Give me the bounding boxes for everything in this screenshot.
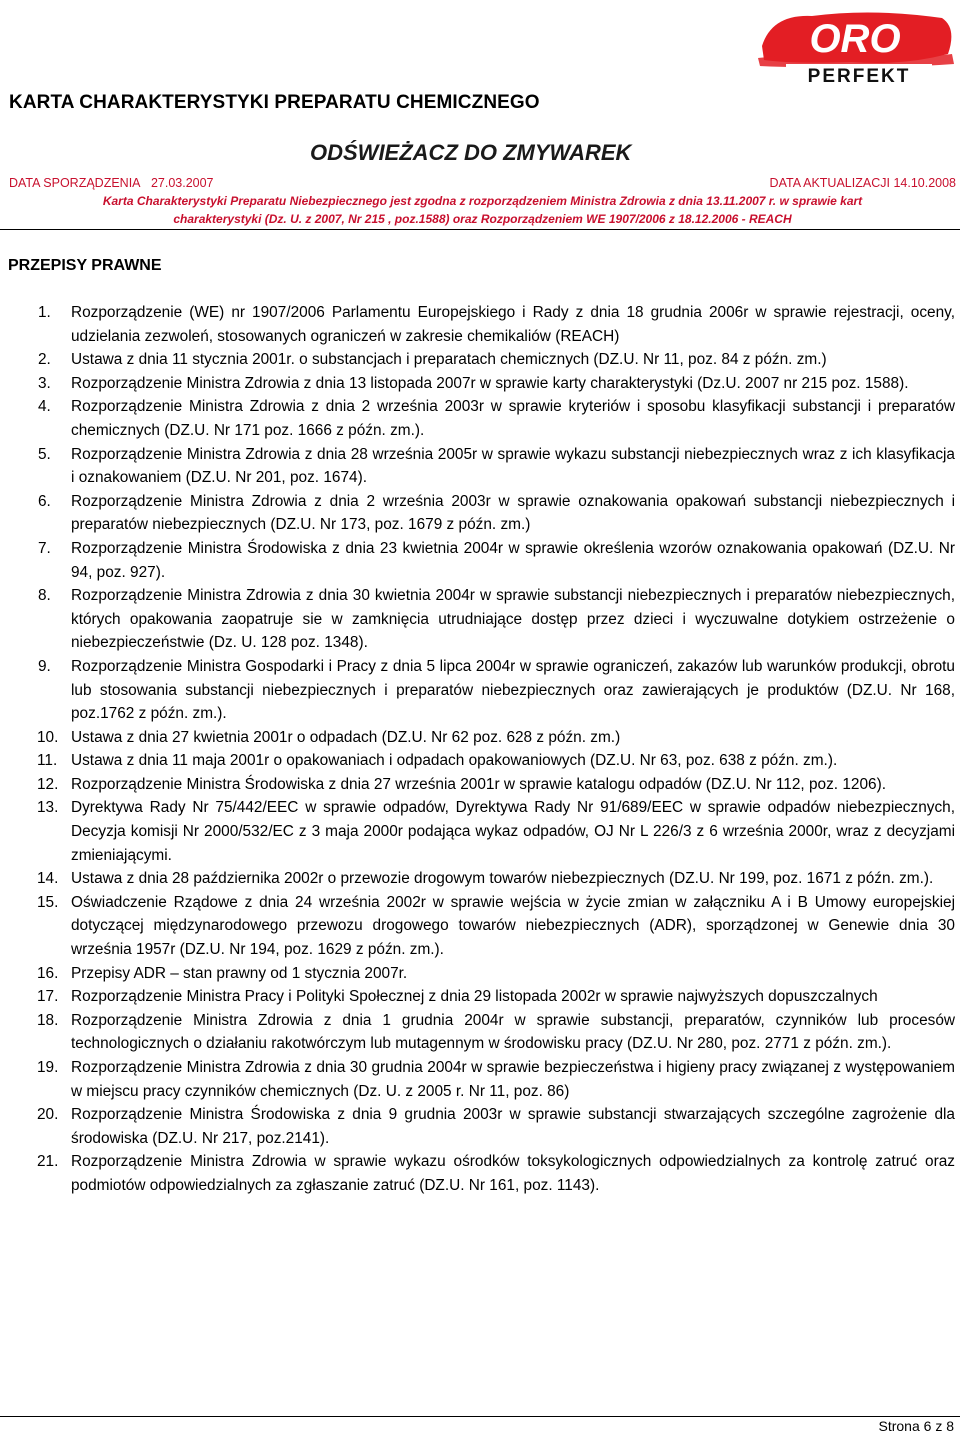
list-item: 18. Rozporządzenie Ministra Zdrowia z dnia 1 grudnia 2004r w sprawie substancji, preparatów, czynników lub procesów technologicznych o działaniu rakotwórczym lub mutagennym w środowisku pracy (DZ.U. Nr 280, poz. 2771 z późn. zm.). [37, 1011, 955, 1053]
list-item: 2. Ustawa z dnia 11 stycznia 2001r. o substancjach i preparatach chemicznych (DZ.U. Nr 11, poz. 84 z późn. zm.) [38, 351, 827, 369]
list-item: 8. Rozporządzenie Ministra Zdrowia z dnia 30 kwietnia 2004r w sprawie substancji niebezpiecznych i preparatów niebezpiecznych, których opakowania zaopatruje sie w zamknięcia utrudniające dostęp przez dzieci i wyczuwalne dotykiem ostrzeżenie o niebezpieczeństwie (Dz. U. 128 poz. 1348). [38, 587, 955, 652]
list-item: 19. Rozporządzenie Ministra Zdrowia z dnia 30 grudnia 2004r w sprawie bezpieczeństwa i higieny pracy związanej z występowaniem w miejscu pracy czynników chemicznych (Dz. U. z 2005 r. Nr 11, poz. 86) [37, 1059, 955, 1100]
regulations-list [0, 301, 955, 1198]
date-row [9, 176, 956, 190]
logo-text-perfekt: PERFEKT [807, 66, 911, 87]
list-item: 21. Rozporządzenie Ministra Zdrowia w sprawie wykazu ośrodków toksykologicznych odpowiedzialnych za kontrolę zatruć oraz podmiotów odpowiedzialnych za zgłaszanie zatruć (DZ.U. Nr 161, poz. 1143). [37, 1153, 955, 1194]
legal-basis-line-2: charakterystyki (Dz. U. z 2007, Nr 215 , poz.1588) oraz Rozporządzeniem WE 1907/2006 z 18.12.2006 - REACH [173, 212, 792, 226]
oro-perfekt-logo [752, 6, 958, 90]
list-item: 1. Rozporządzenie (WE) nr 1907/2006 Parlamentu Europejskiego i Rady z dnia 18 grudnia 2006r w sprawie rejestracji, oceny, udzielania zezwoleń, stosowanych ograniczeń w zakresie chemikaliów (REACH) [38, 304, 955, 345]
created-date: DATA SPORZĄDZENIA 27.03.2007 [9, 176, 214, 190]
logo-text-oro: ORO [809, 17, 901, 61]
list-item: 17. Rozporządzenie Ministra Pracy i Polityki Społecznej z dnia 29 listopada 2002r w sprawie najwyższych dopuszczalnych [37, 988, 878, 1006]
list-item: 13. Dyrektywa Rady Nr 75/442/EEC w sprawie odpadów, Dyrektywa Rady Nr 91/689/EEC w sprawie odpadów niebezpiecznych, Decyzja komisji Nr 2000/532/EC z 3 maja 2000r podająca wykaz odpadów, OJ Nr L 226/3 z 6 września 2000r, wraz z decyzjami zmieniającymi. [37, 799, 955, 864]
list-item: 16. Przepisy ADR – stan prawny od 1 stycznia 2007r. [37, 964, 408, 982]
list-item: 5. Rozporządzenie Ministra Zdrowia z dnia 28 września 2005r w sprawie wykazu substancji niebezpiecznych wraz z ich klasyfikacja i oznakowaniem (DZ.U. Nr 201, poz. 1674). [38, 445, 955, 487]
list-item: 9. Rozporządzenie Ministra Gospodarki i Pracy z dnia 5 lipca 2004r w sprawie ograniczeń, zakazów lub warunków produkcji, obrotu lub stosowania substancji niebezpiecznych i preparatów niebezpiecznych oraz zawierających je produktów (DZ.U. Nr 168, poz.1762 z późn. zm.). [38, 657, 955, 723]
product-name: ODŚWIEŻACZ DO ZMYWAREK [310, 140, 632, 165]
list-item: 14. Ustawa z dnia 28 października 2002r o przewozie drogowym towarów niebezpiecznych (DZ.U. Nr 199, poz. 1671 z późn. zm.). [37, 870, 934, 888]
header-divider [0, 229, 960, 230]
list-item: 15. Oświadczenie Rządowe z dnia 24 września 2002r w sprawie wejścia w życie zmian w załączniku A i B Umowy europejskiej dotyczącej międzynarodowego przewozu drogowego towarów niebezpiecznych (ADR), sporządzonej w Genewie dnia 30 września 1957r (DZ.U. Nr 194, poz. 1629 z późn. zm.). [37, 893, 955, 959]
footer-divider [0, 1416, 960, 1417]
page-number: Strona 6 z 8 [878, 1418, 954, 1434]
list-item: 10. Ustawa z dnia 27 kwietnia 2001r o odpadach (DZ.U. Nr 62 poz. 628 z późn. zm.) [37, 728, 621, 746]
list-item: 12. Rozporządzenie Ministra Środowiska z dnia 27 września 2001r w sprawie katalogu odpadów (DZ.U. Nr 112, poz. 1206). [37, 775, 886, 793]
list-item: 3. Rozporządzenie Ministra Zdrowia z dnia 13 listopada 2007r w sprawie karty charakterystyki (Dz.U. 2007 nr 215 poz. 1588). [38, 374, 909, 392]
updated-date: DATA AKTUALIZACJI 14.10.2008 [769, 176, 956, 190]
legal-basis-line-1: Karta Charakterystyki Preparatu Niebezpiecznego jest zgodna z rozporządzeniem Ministra Zdrowia z dnia 13.11.2007 r. w sprawie kart [102, 194, 863, 208]
list-item: 4. Rozporządzenie Ministra Zdrowia z dnia 2 września 2003r w sprawie kryteriów i sposobu klasyfikacji substancji i preparatów chemicznych (DZ.U. Nr 171 poz. 1666 z późn. zm.). [38, 398, 955, 439]
list-item: 6. Rozporządzenie Ministra Zdrowia z dnia 2 września 2003r w sprawie oznakowania opakowań substancji niebezpiecznych i preparatów niebezpiecznych (DZ.U. Nr 173, poz. 1679 z późn. zm.) [38, 492, 955, 534]
section-heading: PRZEPISY PRAWNE [8, 257, 162, 274]
list-item: 7. Rozporządzenie Ministra Środowiska z dnia 23 kwietnia 2004r w sprawie określenia wzorów oznakowania opakowań (DZ.U. Nr 94, poz. 927). [38, 539, 955, 581]
list-item: 11. Ustawa z dnia 11 maja 2001r o opakowaniach i odpadach opakowaniowych (DZ.U. Nr 63, poz. 638 z późn. zm.). [37, 752, 838, 770]
legal-basis-note [9, 192, 956, 228]
list-item: 20. Rozporządzenie Ministra Środowiska z dnia 9 grudnia 2003r w sprawie substancji stwarzających szczególne zagrożenie dla środowiska (DZ.U. Nr 217, poz.2141). [37, 1106, 955, 1147]
document-title: KARTA CHARAKTERYSTYKI PREPARATU CHEMICZNEGO [9, 92, 540, 113]
